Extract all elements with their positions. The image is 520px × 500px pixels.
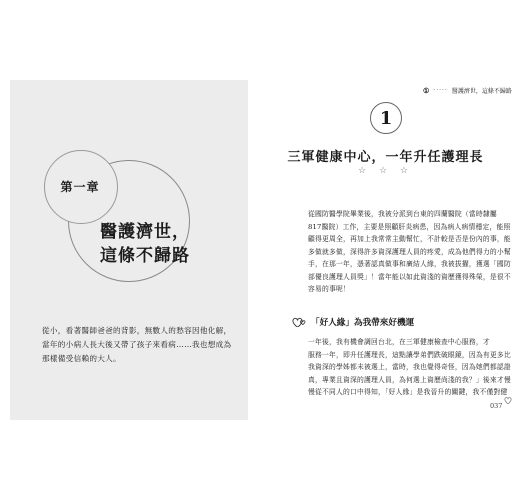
left-page	[10, 80, 248, 420]
paragraph-line: 手，在那一年，憑著認真做事和廣結人緣，我被拔擢，獲選「國防	[308, 260, 511, 268]
paragraph-line: 真，專業且資深的護理人員，為何選上資歷尚淺的我？」後來才慢	[308, 375, 511, 384]
heart-icon	[292, 317, 306, 327]
paragraph-line: 多做就多做，深得許多資深護理人員的疼愛，成為他們得力的小幫	[308, 247, 511, 256]
section-number: 1	[370, 102, 402, 134]
paragraph-line: 從國防醫學院畢業後，我被分派到台東的四蘭醫院（當時隸屬	[308, 210, 497, 218]
running-head-badge: ①	[423, 86, 430, 95]
chapter-title-line: 醫護濟世，	[100, 222, 190, 242]
chapter-intro	[42, 324, 238, 366]
paragraph-line: 部優良護理人員獎」！當年能以如此資淺的資歷獲得殊榮，是很不	[308, 272, 511, 281]
intro-line: 從小，看著醫師爸爸的背影，無數人的愁容因他化解，	[42, 326, 232, 335]
subheading-text: 「好人緣」為我帶來好機運	[311, 318, 415, 328]
paragraph-2	[308, 336, 511, 399]
paragraph-line: 817醫院）工作，主要是照顧肝炎病患，因為病人病情穩定，能照	[308, 222, 511, 231]
star-ornament: ☆ ☆ ☆	[358, 166, 413, 176]
chapter-title	[90, 220, 200, 268]
paragraph-line: 服務一年，即升任護理長，這點讓學弟們跌破眼鏡，因為有更多比	[308, 350, 511, 359]
right-page	[258, 80, 513, 420]
intro-line: 那樣備受信賴的大人。	[42, 354, 121, 363]
page-number: 037	[490, 402, 503, 410]
paragraph-line: 顧得更周全，再加上我常常主動幫忙，不計較是否是份內的事，能	[308, 235, 511, 243]
running-head	[423, 86, 513, 95]
subheading	[292, 316, 512, 328]
corner-hearts-icon	[504, 396, 514, 404]
running-head-text: 醫護濟世，這條不歸路	[451, 88, 512, 95]
chapter-title-line: 這條不歸路	[100, 246, 190, 266]
intro-line: 當年的小病人長大後又帶了孩子來看病……我也想成為	[42, 340, 232, 349]
paragraph-line: 一年後，我有機會調回台北，在三軍健康檢查中心服務，才	[308, 338, 490, 346]
paragraph-1	[308, 208, 511, 296]
paragraph-line: 我資深的學姊都未被選上，當時，我也覺得奇怪，因為她們都認證	[308, 363, 511, 371]
section-title: 三軍健康中心，一年升任護理長	[287, 150, 484, 165]
chapter-label: 第一章	[60, 180, 100, 194]
paragraph-line: 慢從不同人的口中得知，「好人緣」是我晉升的關鍵，我不僅對健	[308, 388, 508, 396]
paragraph-line: 容易的事呢！	[308, 285, 350, 293]
running-head-dots: ·····	[433, 87, 448, 94]
